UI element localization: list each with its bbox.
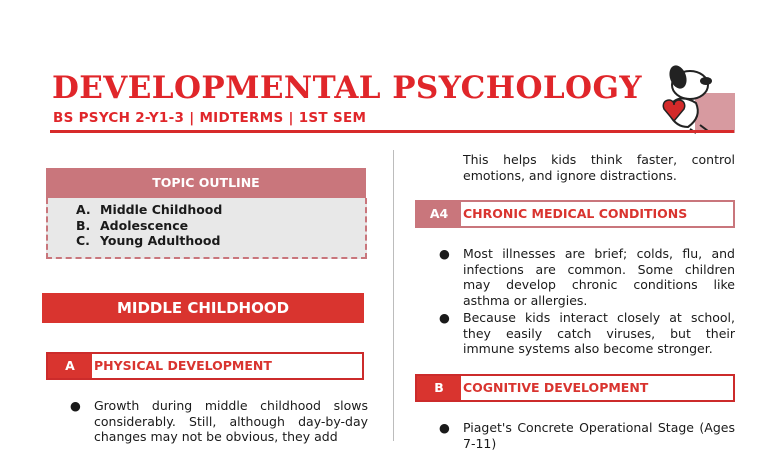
subsection-label: PHYSICAL DEVELOPMENT [94, 358, 272, 373]
list-item: ● Because kids interact closely at school, they easily catch viruses, but their immune systems also become stronger. [439, 310, 735, 356]
outline-item: A. Middle Childhood [76, 202, 223, 217]
section-title-middle-childhood: MIDDLE CHILDHOOD [42, 293, 364, 323]
subsection-letter: A [48, 354, 92, 378]
snoopy-heart-illustration [640, 55, 735, 133]
topic-outline-list [48, 198, 365, 249]
outline-item: C. Young Adulthood [76, 233, 221, 248]
subsection-chronic-medical-conditions [415, 200, 735, 228]
outline-item: B. Adolescence [76, 217, 189, 233]
physical-development-bullets [64, 398, 368, 444]
topic-outline-heading: TOPIC OUTLINE [46, 168, 366, 198]
document-subtitle: BS PSYCH 2-Y1-3 | MIDTERMS | 1ST SEM [53, 110, 367, 126]
continued-paragraph: This helps kids think faster, control emotions, and ignore distractions. [463, 152, 735, 183]
subsection-cognitive-development [415, 374, 735, 402]
subsection-label: COGNITIVE DEVELOPMENT [463, 380, 649, 395]
list-item: ● Growth during middle childhood slows considerably. Still, although day-by-day changes may not be obvious, they add [70, 398, 368, 444]
list-item: ● Most illnesses are brief; colds, flu, and infections are common. Some children may develop chronic conditions like asthma or allergies. [439, 246, 735, 308]
header-rule [50, 130, 734, 133]
topic-outline-box [46, 198, 367, 259]
subsection-physical-development [46, 352, 364, 380]
subsection-letter: A4 [417, 202, 461, 226]
chronic-conditions-bullets [433, 246, 735, 359]
cognitive-development-bullets [433, 420, 735, 451]
subsection-letter: B [417, 376, 461, 400]
list-item: ● Piaget's Concrete Operational Stage (Ages 7-11) [439, 420, 735, 451]
subsection-label: CHRONIC MEDICAL CONDITIONS [463, 206, 688, 221]
column-divider [393, 150, 394, 441]
document-title: DEVELOPMENTAL PSYCHOLOGY [52, 70, 642, 106]
